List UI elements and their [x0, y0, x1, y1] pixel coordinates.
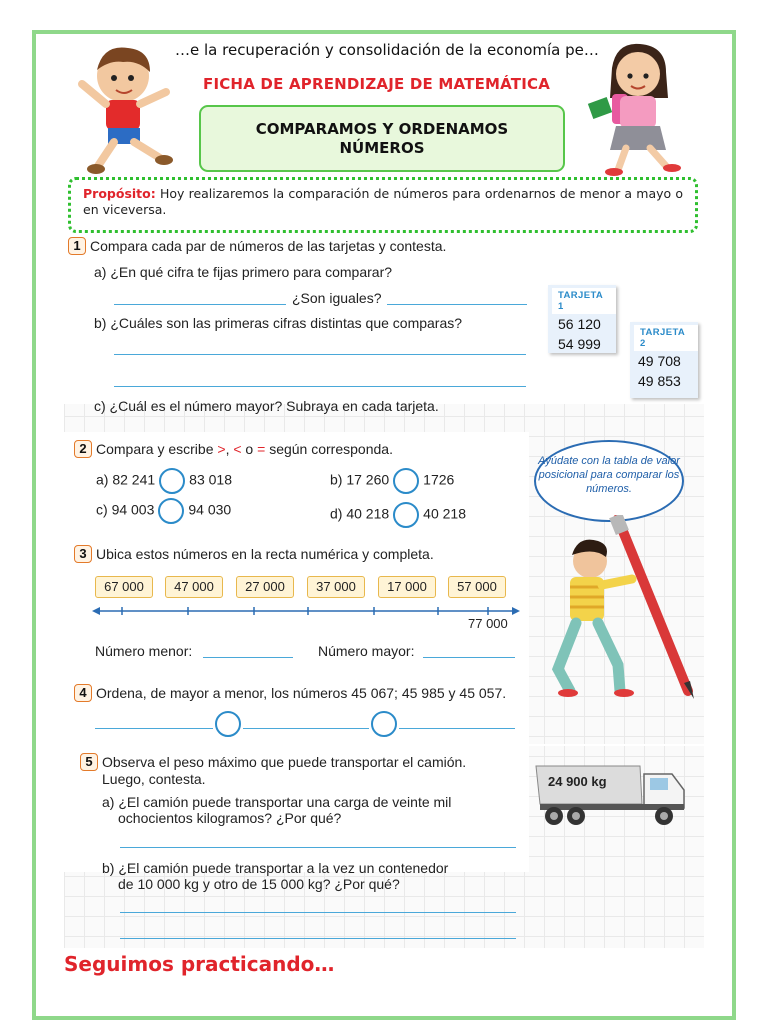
- ex5-question-a-line2: ochocientos kilogramos? ¿Por qué?: [118, 810, 342, 826]
- card-1-value-1[interactable]: 56 120: [558, 316, 601, 332]
- card-1-label: TARJETA 1: [552, 288, 616, 314]
- footer-heading: Seguimos practicando…: [64, 952, 335, 976]
- ex3-mayor-label: Número mayor:: [318, 643, 415, 659]
- ex3-number-card-5[interactable]: 17 000: [378, 576, 436, 598]
- motto-text: …e la recuperación y consolidación de la economía pe…: [175, 41, 599, 59]
- ex3-number-card-6[interactable]: 57 000: [448, 576, 506, 598]
- ex3-menor-label: Número menor:: [95, 643, 193, 659]
- card-1: [548, 285, 616, 353]
- ex5-answer-b-line2[interactable]: [120, 938, 516, 939]
- ex2-prompt: 2 Compara y escribe >, < o = según corresponda.: [74, 440, 393, 458]
- ex4-answer-slot-2[interactable]: [243, 728, 369, 729]
- worksheet-title-line2: NÚMEROS: [339, 139, 425, 157]
- ex5-prompt-line2: Luego, contesta.: [102, 771, 206, 787]
- ex4-prompt: 4 Ordena, de mayor a menor, los números 45 067; 45 985 y 45 057.: [74, 684, 506, 702]
- card-2-value-2[interactable]: 49 853: [638, 373, 681, 389]
- card-2: [630, 322, 698, 398]
- ex4-symbol-circle-2[interactable]: [371, 711, 397, 737]
- ex3-number-line[interactable]: [92, 602, 520, 620]
- ex1-answer-same-line[interactable]: [387, 304, 527, 305]
- ex1-question-c: c) ¿Cuál es el número mayor? Subraya en cada tarjeta.: [94, 398, 439, 414]
- ex1-question-a: a) ¿En qué cifra te fijas primero para comparar?: [94, 264, 393, 280]
- ex4-number: 4: [74, 684, 92, 702]
- worksheet-title-box: [199, 105, 565, 172]
- ex3-number-card-1[interactable]: 67 000: [95, 576, 153, 598]
- ex1-answer-b-line1[interactable]: [114, 354, 526, 355]
- ex2-pair-a-answer-circle[interactable]: [159, 468, 185, 494]
- boy-with-pencil-illustration: [548, 515, 708, 700]
- ex2-pair-d-answer-circle[interactable]: [393, 502, 419, 528]
- ex4-ex5-gap: [64, 744, 704, 746]
- ex4-answer-slot-3[interactable]: [399, 728, 515, 729]
- ex2-pair-c: c) 94 003 94 030: [96, 498, 231, 524]
- worksheet-title-line1: COMPARAMOS Y ORDENAMOS: [255, 120, 509, 138]
- truck-capacity-label: 24 900 kg: [548, 774, 607, 789]
- ex5-number: 5: [80, 753, 98, 771]
- ex5-question-b-line2: de 10 000 kg y otro de 15 000 kg? ¿Por qué?: [118, 876, 400, 892]
- card-1-value-2[interactable]: 54 999: [558, 336, 601, 352]
- ex5-question-b-line1: b) ¿El camión puede transportar a la vez un contenedor: [102, 860, 449, 876]
- hint-speech-bubble: Ayúdate con la tabla de valor posicional para comparar los números.: [534, 440, 684, 522]
- ex1-number: 1: [68, 237, 86, 255]
- ex3-menor-answer-line[interactable]: [203, 657, 293, 658]
- ex5-question-a-line1: a) ¿El camión puede transportar una carga de veinte mil: [102, 794, 452, 810]
- purpose-label: Propósito:: [83, 186, 156, 201]
- ficha-title: FICHA DE APRENDIZAJE DE MATEMÁTICA: [203, 75, 551, 93]
- ex4-symbol-circle-1[interactable]: [215, 711, 241, 737]
- ex2-number: 2: [74, 440, 92, 458]
- ex3-number-card-3[interactable]: 27 000: [236, 576, 294, 598]
- boy-illustration: [68, 38, 186, 178]
- purpose-text: Hoy realizaremos la comparación de números para ordenarnos de menor a mayo o en viceversa.: [83, 186, 683, 217]
- ex1-question-a-followup: ¿Son iguales?: [292, 290, 382, 306]
- ex3-number-card-4[interactable]: 37 000: [307, 576, 365, 598]
- ex2-pair-c-answer-circle[interactable]: [158, 498, 184, 524]
- ex2-pair-b-answer-circle[interactable]: [393, 468, 419, 494]
- ex1-question-b: b) ¿Cuáles son las primeras cifras distintas que comparas?: [94, 315, 463, 331]
- ex2-pair-a: a) 82 241 83 018: [96, 468, 232, 494]
- ex1-answer-a-line[interactable]: [114, 304, 286, 305]
- truck-illustration: [532, 760, 688, 830]
- girl-illustration: [586, 38, 690, 178]
- ex1-prompt: 1 Compara cada par de números de las tarjetas y contesta.: [68, 237, 446, 255]
- ex5-prompt-line1: 5 Observa el peso máximo que puede transportar el camión.: [80, 753, 466, 771]
- ex4-answer-slot-1[interactable]: [95, 728, 213, 729]
- ex2-pair-b: b) 17 260 1726: [330, 468, 454, 494]
- ex2-pair-d: d) 40 218 40 218: [330, 502, 466, 528]
- ex3-mayor-answer-line[interactable]: [423, 657, 515, 658]
- ex3-prompt: 3 Ubica estos números en la recta numérica y completa.: [74, 545, 434, 563]
- ex3-number: 3: [74, 545, 92, 563]
- ex5-answer-b-line1[interactable]: [120, 912, 516, 913]
- ex1-answer-b-line2[interactable]: [114, 386, 526, 387]
- purpose-box: [68, 177, 698, 233]
- card-2-value-1[interactable]: 49 708: [638, 353, 681, 369]
- ex5-answer-a-line[interactable]: [120, 847, 516, 848]
- ex3-number-card-2[interactable]: 47 000: [165, 576, 223, 598]
- ex3-endpoint-label: 77 000: [468, 616, 508, 631]
- card-2-label: TARJETA 2: [634, 325, 698, 351]
